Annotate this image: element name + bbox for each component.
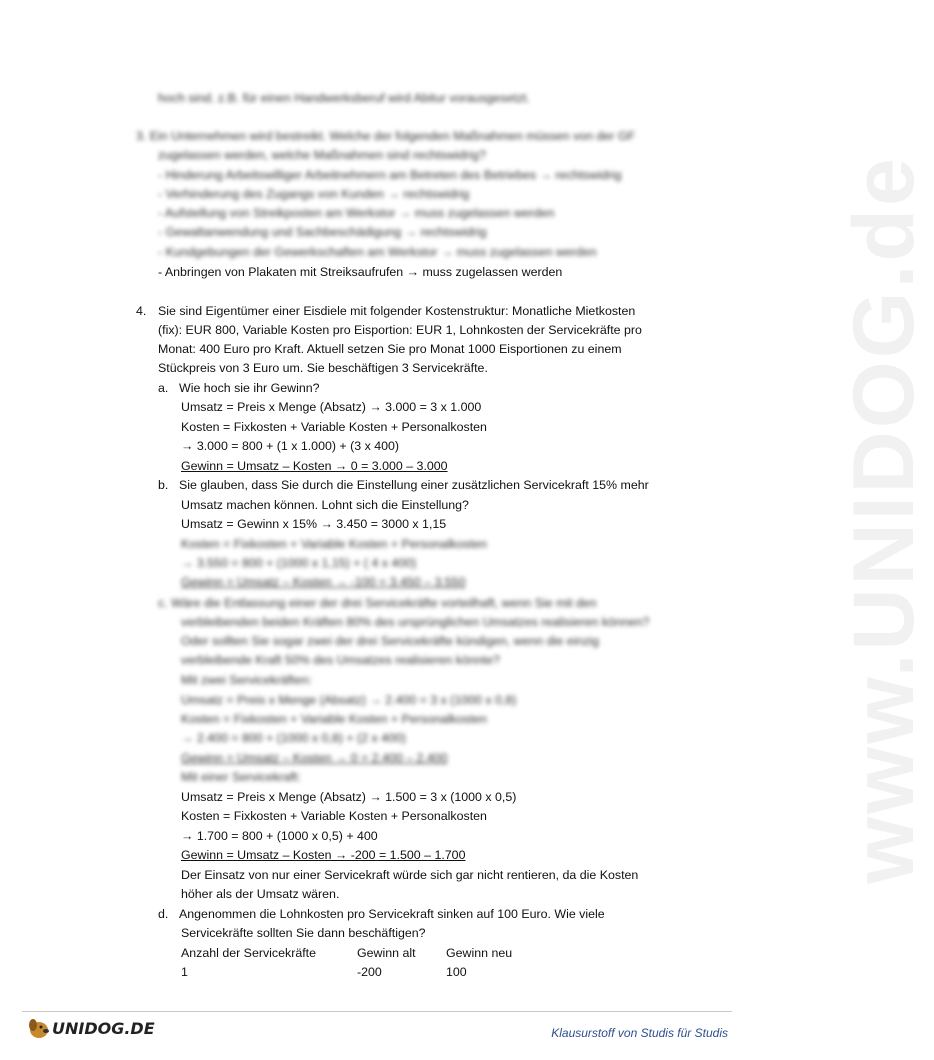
q4c-line: Kosten = Fixkosten + Variable Kosten + Personalkosten [181,809,487,823]
blurred-line: 3. Ein Unternehmen wird bestreikt. Welche der folgenden Maßnahmen müssen von der GF [136,129,636,143]
blurred-line: verbleibende Kraft 50% des Umsatzes realisieren könnte? [181,653,500,667]
footer-slogan: Klausurstoff von Studis für Studis [551,1026,728,1040]
q4a-line: → 3.000 = 800 + (1 x 1.000) + (3 x 400) [181,439,400,453]
blurred-line: → 3.550 = 800 + (1000 x 1,15) + ( 4 x 400) [181,556,417,570]
blurred-line: - Hinderung Arbeitswilliger Arbeitnehmern am Betreten des Betriebes → rechtswidrig [158,168,622,182]
q4b-question: Umsatz machen können. Lohnt sich die Einstellung? [181,498,469,512]
table-cell: 1 [181,965,188,979]
blurred-line: - Kundgebungen der Gewerkschaften am Werkstor → muss zugelassen werden [158,245,597,259]
q4c-text: höher als der Umsatz wären. [181,887,340,901]
q3-last-item: - Anbringen von Plakaten mit Streiksaufrufen → muss zugelassen werden [158,265,563,279]
q4a-line: Kosten = Fixkosten + Variable Kosten + Personalkosten [181,420,487,434]
blurred-line: - Verhinderung des Zugangs von Kunden → rechtswidrig [158,187,470,201]
blurred-line: - Gewaltanwendung und Sachbeschädigung → rechtswidrig [158,225,487,239]
q4c-text: Der Einsatz von nur einer Servicekraft würde sich gar nicht rentieren, da die Kosten [181,868,639,882]
q4-intro-line: Stückpreis von 3 Euro um. Sie beschäftigen 3 Servicekräfte. [158,361,488,375]
q4a-question: Wie hoch sie ihr Gewinn? [179,381,320,395]
q4a-line: Umsatz = Preis x Menge (Absatz) → 3.000 = 3 x 1.000 [181,400,482,414]
q4-intro-line: Sie sind Eigentümer einer Eisdiele mit folgender Kostenstruktur: Monatliche Mietkosten [158,304,636,318]
blurred-line: Oder sollten Sie sogar zwei der drei Servicekräfte kündigen, wenn die einzig [181,634,600,648]
blurred-line: Kosten = Fixkosten + Variable Kosten + Personalkosten [181,712,487,726]
q4c-line: Umsatz = Preis x Menge (Absatz) → 1.500 = 3 x (1000 x 0,5) [181,790,517,804]
q4d-question: Servicekräfte sollten Sie dann beschäftigen? [181,926,426,940]
footer-divider [22,1011,732,1012]
blurred-line: Mit einer Servicekraft: [181,770,301,784]
blurred-line: → 2.400 = 800 + (1000 x 0,8) + (2 x 400) [181,731,406,745]
q4d-question: Angenommen die Lohnkosten pro Servicekraft sinken auf 100 Euro. Wie viele [179,907,605,921]
q4a-label: a. [158,381,169,395]
q4c-line: → 1.700 = 800 + (1000 x 0,5) + 400 [181,829,378,843]
q4b-question: Sie glauben, dass Sie durch die Einstellung einer zusätzlichen Servicekraft 15% mehr [179,478,649,492]
blurred-line: Umsatz = Preis x Menge (Absatz) → 2.400 = 3 x (1000 x 0,8) [181,693,517,707]
table-cell: 100 [446,965,467,979]
blurred-line: Gewinn = Umsatz – Kosten → -100 = 3.450 – 3.550 [181,575,466,589]
table-header: Gewinn alt [357,946,416,960]
q4-intro-line: Monat: 400 Euro pro Kraft. Aktuell setzen Sie pro Monat 1000 Eisportionen zu einem [158,342,622,356]
q4c-result: Gewinn = Umsatz – Kosten → -200 = 1.500 – 1.700 [181,848,466,862]
q4-number: 4. [136,304,147,318]
q4a-result: Gewinn = Umsatz – Kosten → 0 = 3.000 – 3.000 [181,459,448,473]
blurred-line: - Aufstellung von Streikposten am Werkstor → muss zugelassen werden [158,206,555,220]
blurred-line: verbleibenden beiden Kräften 80% des ursprünglichen Umsatzes realisieren können? [181,615,650,629]
table-cell: -200 [357,965,382,979]
blurred-line: zugelassen werden, welche Maßnahmen sind rechtswidrig? [158,148,486,162]
blurred-line: c. Wäre die Entlassung einer der drei Servicekräfte vorteilhaft, wenn Sie mit den [158,596,597,610]
table-header: Anzahl der Servicekräfte [181,946,316,960]
dog-logo-icon [26,1013,52,1041]
blurred-line: hoch sind. z.B. für einen Handwerksberuf wird Abitur vorausgesetzt. [158,91,530,105]
q4b-label: b. [158,478,169,492]
watermark: www.UNIDOG.de [835,155,932,884]
blurred-line: Mit zwei Servicekräften: [181,673,312,687]
q4-intro-line: (fix): EUR 800, Variable Kosten pro Eisportion: EUR 1, Lohnkosten der Servicekräfte pro [158,323,642,337]
q4d-label: d. [158,907,169,921]
footer-logo: UNIDOG.DE [52,1019,155,1038]
blurred-line: Kosten = Fixkosten + Variable Kosten + Personalkosten [181,537,487,551]
q4b-umsatz: Umsatz = Gewinn x 15% → 3.450 = 3000 x 1,15 [181,517,447,531]
table-header: Gewinn neu [446,946,513,960]
blurred-line: Gewinn = Umsatz – Kosten → 0 = 2.400 – 2.400 [181,751,448,765]
